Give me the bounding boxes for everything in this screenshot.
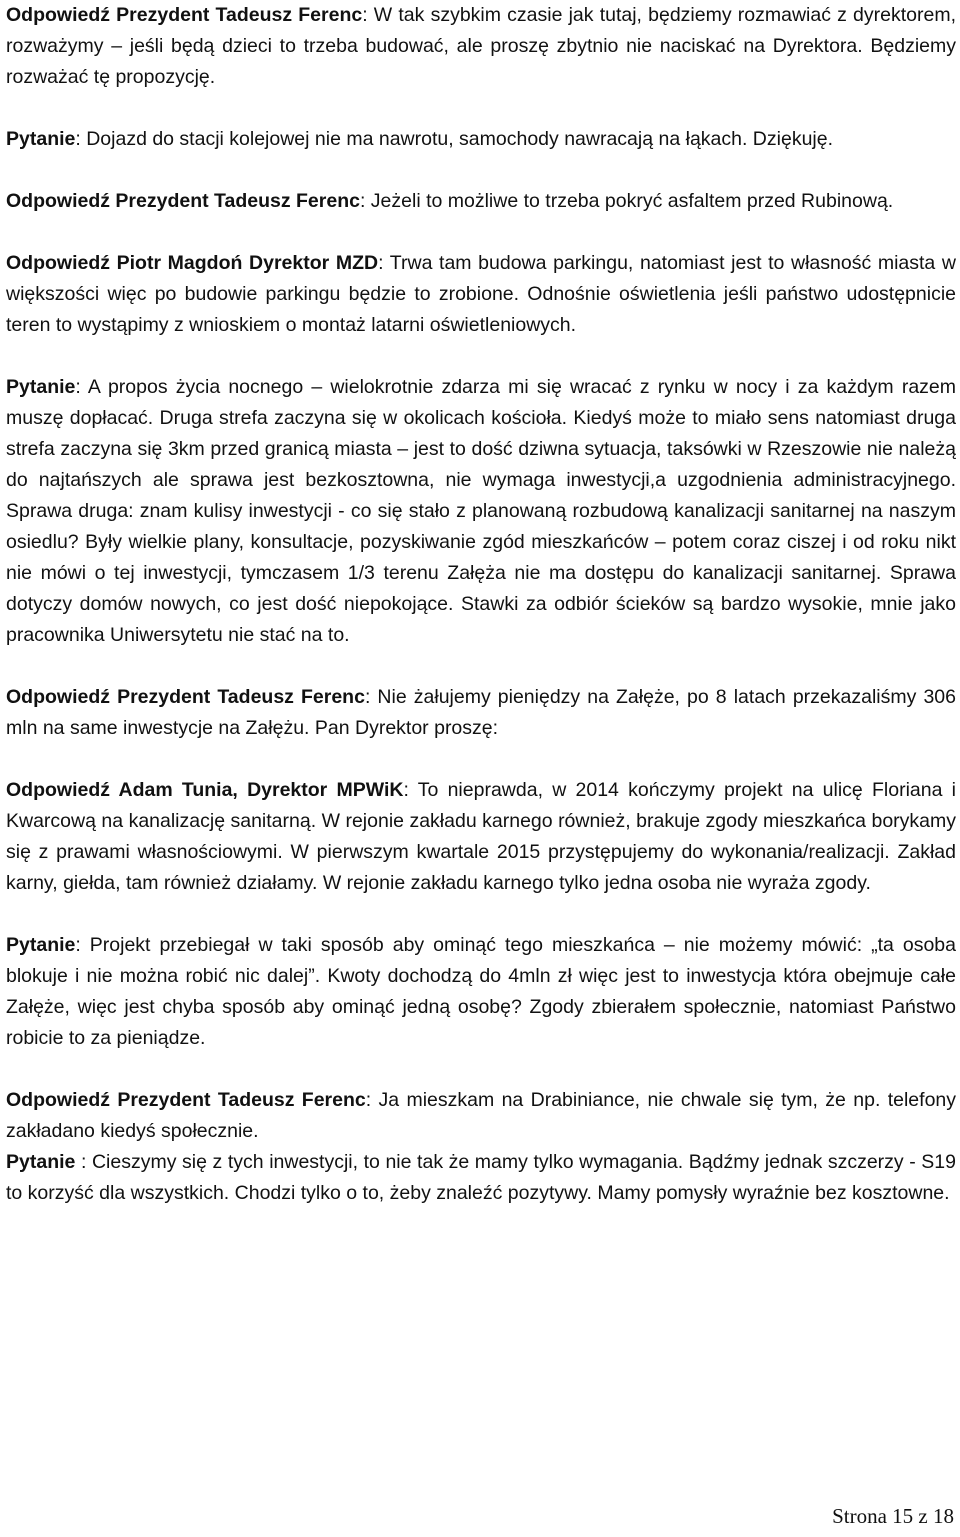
speaker-label: Pytanie <box>6 376 76 398</box>
speaker-label: Pytanie <box>6 934 76 956</box>
paragraph-text: : Nie żałujemy pieniędzy na Załęże, po 8 latach przekazaliśmy 306 mln na same inwestycje na Załężu. Pan Dyrektor proszę: <box>6 686 956 739</box>
paragraph-text: : Dojazd do stacji kolejowej nie ma nawrotu, samochody nawracają na łąkach. Dziękuję. <box>75 128 834 150</box>
paragraph-prezydent-answer-1 <box>6 0 956 93</box>
speaker-label: Odpowiedź Prezydent Tadeusz Ferenc <box>6 4 363 26</box>
paragraph-question-1 <box>6 124 956 155</box>
paragraph-text: : Cieszymy się z tych inwestycji, to nie tak że mamy tylko wymagania. Bądźmy jednak szczerzy - S19 to korzyść dla wszystkich. Chodzi tylko o to, żeby znaleźć pozytywy. Mamy pomysły wyraźnie bez kosztowne. <box>6 1151 956 1204</box>
paragraph-text: : To nieprawda, w 2014 kończymy projekt na ulicę Floriana i Kwarcową na kanalizację sanitarną. W rejonie zakładu karnego również, brakuje zgody mieszkańca borykamy się z prawami własnościowymi. W pierwszym kwartale 2015 przystępujemy do wykonania/realizacji. Zakład karny, giełda, tam również działamy. W rejonie zakładu karnego tylko jedna osoba nie wyraża zgody. <box>6 779 956 894</box>
paragraph-prezydent-answer-4 <box>6 1085 956 1147</box>
paragraph-mzd-answer <box>6 248 956 341</box>
speaker-label: Odpowiedź Prezydent Tadeusz Ferenc <box>6 190 360 212</box>
paragraph-text: : Trwa tam budowa parkingu, natomiast jest to własność miasta w większości więc po budowie parkingu będzie to zrobione. Odnośnie oświetlenia jeśli państwo udostępnicie teren to wystąpimy z wnioskiem o montaż latarni oświetleniowych. <box>6 252 956 336</box>
document-page <box>6 0 956 1209</box>
paragraph-text: : Projekt przebiegał w taki sposób aby ominąć tego mieszkańca – nie możemy mówić: „ta osoba blokuje i nie można robić nic dalej”. Kwoty dochodzą do 4mln zł więc jest to inwestycja która obejmuje całe Załęże, więc jest chyba sposób aby ominąć jedną osobę? Zgody zbierałem społecznie, natomiast Państwo robicie to za pieniądze. <box>6 934 956 1049</box>
paragraph-prezydent-answer-3 <box>6 682 956 744</box>
speaker-label: Odpowiedź Prezydent Tadeusz Ferenc <box>6 1089 366 1111</box>
paragraph-text: : W tak szybkim czasie jak tutaj, będziemy rozmawiać z dyrektorem, rozważymy – jeśli będą dzieci to trzeba budować, ale proszę zbytnio nie naciskać na Dyrektora. Będziemy rozważać tę propozycję. <box>6 4 956 88</box>
paragraph-text: : Ja mieszkam na Drabiniance, nie chwale się tym, że np. telefony zakładano kiedyś społecznie. <box>6 1089 957 1142</box>
paragraph-question-2 <box>6 372 956 651</box>
speaker-label: Pytanie <box>6 1151 81 1173</box>
paragraph-mpwik-answer <box>6 775 956 899</box>
speaker-label: Pytanie <box>6 128 76 150</box>
paragraph-prezydent-answer-2 <box>6 186 956 217</box>
page-number-footer: Strona 15 z 18 <box>832 1504 954 1528</box>
speaker-label: Odpowiedź Piotr Magdoń Dyrektor MZD <box>6 252 379 274</box>
paragraph-question-4 <box>6 1147 956 1209</box>
speaker-label: Odpowiedź Prezydent Tadeusz Ferenc <box>6 686 365 708</box>
paragraph-text: : Jeżeli to możliwe to trzeba pokryć asfaltem przed Rubinową. <box>359 190 894 212</box>
paragraph-text: : A propos życia nocnego – wielokrotnie zdarza mi się wracać z rynku w nocy i za każdym razem muszę dopłacać. Druga strefa zaczyna się w okolicach kościoła. Kiedyś może to miało sens natomiast druga strefa zaczyna się 3km przed granicą miasta – jest to dość dziwna sytuacja, taksówki w Rzeszowie nie należą do najtańszych ale sprawa jest bezkosztowna, nie wymaga inwestycji,a uzgodnienia administracyjnego. Sprawa druga: znam kulisy inwestycji - co się stało z planowaną rozbudową kanalizacji sanitarnej na naszym osiedlu? Były wielkie plany, konsultacje, pozyskiwanie zgód mieszkańców – potem coraz ciszej i od roku nikt nie mówi o tej inwestycji, tymczasem 1/3 terenu Załęża nie ma dostępu do kanalizacji sanitarnej. Sprawa dotyczy domów nowych, co jest dość niepokojące. Stawki za odbiór ścieków są bardzo wysokie, mnie jako pracownika Uniwersytetu nie stać na to. <box>6 376 956 646</box>
speaker-label: Odpowiedź Adam Tunia, Dyrektor MPWiK <box>6 779 404 801</box>
paragraph-question-3 <box>6 930 956 1054</box>
